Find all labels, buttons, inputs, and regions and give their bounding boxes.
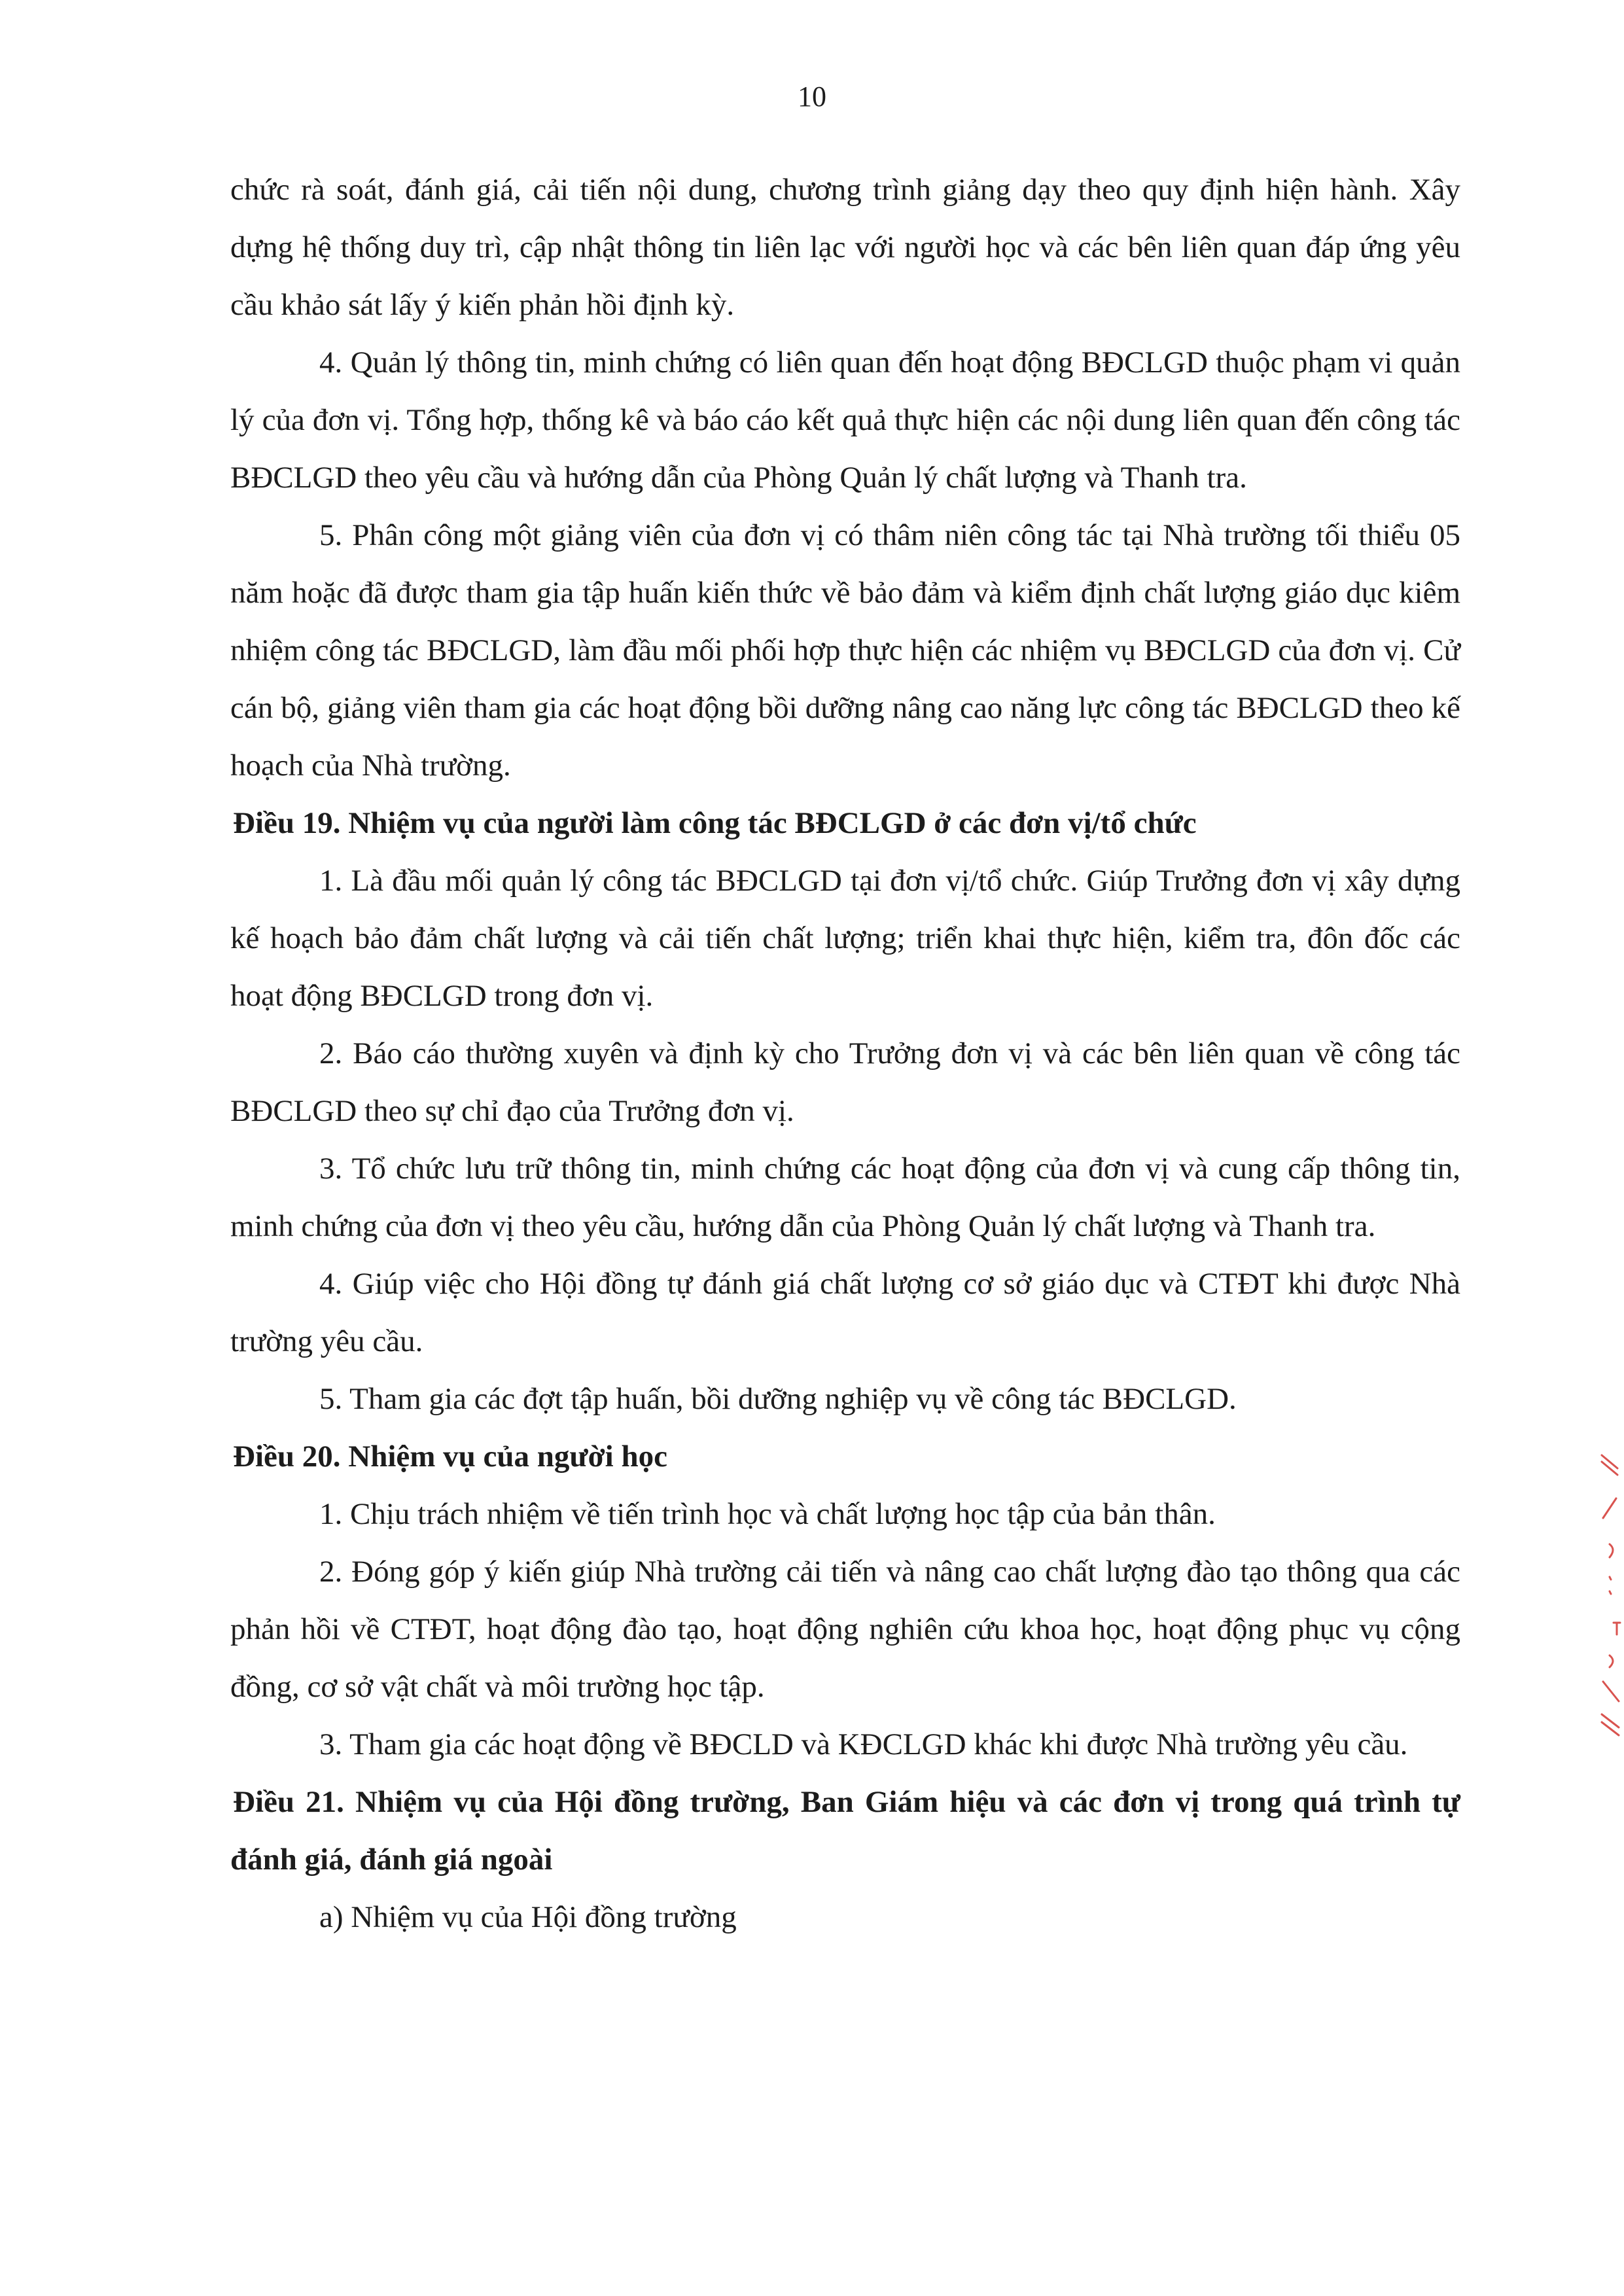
edge-stamp-mark bbox=[1583, 1439, 1623, 1740]
paragraph-article-19-item-3: 3. Tổ chức lưu trữ thông tin, minh chứng các hoạt động của đơn vị và cung cấp thông tin, minh chứng của đơn vị theo yêu cầu, hướng dẫn của Phòng Quản lý chất lượng và Thanh tra. bbox=[230, 1152, 1460, 1243]
paragraph-article-19-item-5: 5. Tham gia các đợt tập huấn, bồi dưỡng nghiệp vụ về công tác BĐCLGD. bbox=[319, 1382, 1237, 1416]
paragraph-article-19-item-4: 4. Giúp việc cho Hội đồng tự đánh giá chất lượng cơ sở giáo dục và CTĐT khi được Nhà trường yêu cầu. bbox=[230, 1267, 1460, 1358]
paragraph-intro: chức rà soát, đánh giá, cải tiến nội dung, chương trình giảng dạy theo quy định hiện hành. Xây dựng hệ thống duy trì, cập nhật thông tin liên lạc với người học và các bên liên quan đáp ứng yêu cầu khảo sát lấy ý kiến phản hồi định kỳ. bbox=[230, 173, 1460, 322]
paragraph-article-18-item-5: 5. Phân công một giảng viên của đơn vị có thâm niên công tác tại Nhà trường tối thiểu 05 năm hoặc đã được tham gia tập huấn kiến thức về bảo đảm và kiểm định chất lượng giáo dục kiêm nhiệm công tác BĐCLGD, làm đầu mối phối hợp thực hiện các nhiệm vụ BĐCLGD của đơn vị. Cử cán bộ, giảng viên tham gia các hoạt động bồi dưỡng nâng cao năng lực công tác BĐCLGD theo kế hoạch của Nhà trường. bbox=[230, 518, 1460, 783]
heading-article-19: Điều 19. Nhiệm vụ của người làm công tác BĐCLGD ở các đơn vị/tổ chức bbox=[233, 806, 1197, 840]
page-number: 10 bbox=[798, 80, 826, 113]
paragraph-article-21-item-a: a) Nhiệm vụ của Hội đồng trường bbox=[319, 1900, 737, 1934]
paragraph-article-19-item-1: 1. Là đầu mối quản lý công tác BĐCLGD tại đơn vị/tổ chức. Giúp Trưởng đơn vị xây dựng kế hoạch bảo đảm chất lượng và cải tiến chất lượng; triển khai thực hiện, kiểm tra, đôn đốc các hoạt động BĐCLGD trong đơn vị. bbox=[230, 864, 1460, 1013]
paragraph-article-19-item-2: 2. Báo cáo thường xuyên và định kỳ cho Trưởng đơn vị và các bên liên quan về công tác BĐCLGD theo sự chỉ đạo của Trưởng đơn vị. bbox=[230, 1036, 1460, 1128]
document-body bbox=[230, 161, 1460, 1946]
paragraph-article-20-item-2: 2. Đóng góp ý kiến giúp Nhà trường cải tiến và nâng cao chất lượng đào tạo thông qua các phản hồi về CTĐT, hoạt động đào tạo, hoạt động nghiên cứu khoa học, hoạt động phục vụ cộng đồng, cơ sở vật chất và môi trường học tập. bbox=[230, 1555, 1460, 1704]
paragraph-article-18-item-4: 4. Quản lý thông tin, minh chứng có liên quan đến hoạt động BĐCLGD thuộc phạm vi quản lý của đơn vị. Tổng hợp, thống kê và báo cáo kết quả thực hiện các nội dung liên quan đến công tác BĐCLGD theo yêu cầu và hướng dẫn của Phòng Quản lý chất lượng và Thanh tra. bbox=[230, 345, 1460, 495]
heading-article-20: Điều 20. Nhiệm vụ của người học bbox=[233, 1439, 667, 1474]
paragraph-article-20-item-3: 3. Tham gia các hoạt động về BĐCLD và KĐCLGD khác khi được Nhà trường yêu cầu. bbox=[319, 1727, 1408, 1761]
heading-article-21: Điều 21. Nhiệm vụ của Hội đồng trường, Ban Giám hiệu và các đơn vị trong quá trình tự đánh giá, đánh giá ngoài bbox=[230, 1785, 1460, 1877]
paragraph-article-20-item-1: 1. Chịu trách nhiệm về tiến trình học và chất lượng học tập của bản thân. bbox=[319, 1497, 1216, 1531]
